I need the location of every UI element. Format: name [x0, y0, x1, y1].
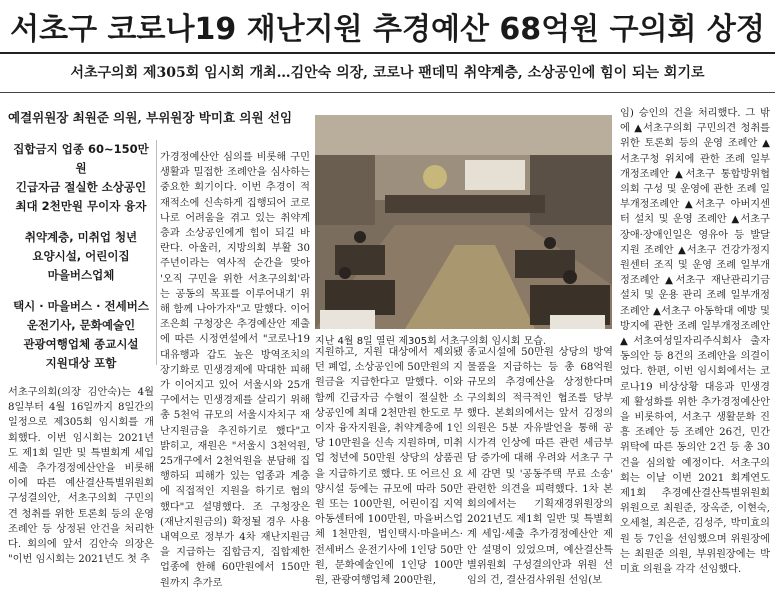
highlight-line: 집합금지 업종 60~150만원 [13, 142, 149, 175]
highlight-line: 취약계층, 미취업 청년 [24, 230, 138, 244]
article-column-5 [620, 106, 770, 576]
highlight-group-1 [8, 140, 154, 216]
article-column-4 [467, 345, 613, 587]
article-text: 지원하고, 지원 대상에서 제외됐던 폐업, 소상공인에 50만원의 지원금을 지급한다고 말했다. 이와 함께 긴급자금 수혈이 절실한 소상공인에 최대 2천만원 한도로 무이자 융자지원을, 취약계층에 1인당 10만원을 신속 지원하며, 미취업 청년에 50만원 상당의 상품권을 지급하기로 했다. 또 어르신 요양시설 등에는 규모에 따라 50만원 또는 100만원, 어린이집 지역아동센터에 100만원, 마을버스업체 1천만원, 법인택시·마을버스·전세버스 운전기사에 1인당 50만원, 문화예술인에 1인당 100만원, 관광여행업체 200만원, [315, 347, 463, 587]
headline-rule [0, 52, 775, 54]
article-text: 종교시설에 50만원 상당의 방역물품을 지급하는 등 총 68억원 규모의 추경예산을 상정한다며 구의회의 적극적인 협조를 당부했다. 본회의에서는 앞서 김정의 의원은 5분 자유발언을 통해 공시가격 인상에 따른 관련 세금부담 증가에 대해 우려와 서초구 구세 감면 및 '공동주택 무료 소송' 관련한 의견을 피력했다. 1차 본회의에서는 기획재경위원장의 2021년도 제1회 일반 및 특별회계 세입·세출 추가경정예산안 제안 설명이 있었으며, 예산결산특별위원회 구성결의안과 위원 선임의 건, 결산검사위원 선임(보 [467, 347, 613, 587]
headline: 서초구 코로나19 재난지원 추경예산 68억원 구의회 상정 [10, 12, 765, 47]
article-column-3 [315, 345, 463, 587]
highlight-line: 마을버스업체 [47, 268, 115, 282]
subheadline: 서초구의회 제305회 임시회 개최…김안숙 의장, 코로나 팬데믹 취약계층, 소상공인에 힘이 되는 회기로 [70, 65, 705, 81]
photo-caption: 지난 4월 8일 열린 제305회 서초구의회 임시회 모습. [315, 336, 547, 347]
kicker: 예결위원장 최원준 의원, 부위원장 박미효 의원 선임 [8, 110, 293, 125]
highlight-line: 요양시설, 어린이집 [32, 249, 130, 263]
highlight-line: 지원대상 포함 [45, 356, 117, 370]
highlight-line: 택시 · 마을버스 · 전세버스 [13, 299, 149, 313]
column-divider [156, 140, 157, 365]
article-column-2 [160, 150, 310, 589]
article-column-1 [8, 385, 154, 573]
article-text: 임) 승인의 건을 처리했다. 그 밖에 ▲서초구의회 구민의견 청취를 위한 토론회 등의 운영 조례안 ▲서초구청 위치에 관한 조례 일부개정조례안 ▲서초구 통합방위협의회 구성 및 운영에 관한 조례 일부개정조례안 ▲서초구 아버지센터 설치 및 운영 조례안 ▲서초구 장애·장애인일은 영유아 등 발달지원 조례안 ▲서초구 건강가정지원센터 조직 및 운영 조례 일부개정조례안 ▲서초구 재난관리기금 설치 및 운용 관리 조례 일부개정조례안 ▲서초구 아동학대 예방 및 방지에 관한 조례 일부개정조례안 ▲서초여성일자리주식회사 출자 동의안 등 8건의 조례안을 의결이었다. 한편, 이번 임시회에서는 코로나19 비상상황 대응과 민생경제 활성화를 위한 추가경정예산안을 비롯하여, 서초구 생활문화 진흥 조례안 등 조례안 26건, 민간위탁에 따른 동의안 2건 등 총 30건을 심의할 예정이다. 서초구의회는 이날 이번 2021 회계연도 제1회 추경예산결산특별위원회 위원으로 최원준, 장옥준, 이현숙, 오세철, 최은준, 김성주, 박미효의원 등 7인을 선임했으며 위원장에는 최원준 의원, 부위원장에는 박미효 의원을 각각 선임했다. [620, 108, 770, 576]
council-chamber-image [315, 115, 612, 329]
article-text: 서초구의회(의장 김안숙)는 4월 8일부터 4월 16일까지 8일간의 일정으로 제305회 임시회를 개회했다. 이번 임시회는 2021년도 제1회 일반 및 특별회계 세입세출 추가경정예산안을 비롯해 이에 따른 예산결산특별위원회 구성결의안, 서초구의회 구민의견 청취를 위한 토론회 등의 운영조례안 등 상정된 안건을 처리한다. 회의에 앞서 김안숙 의장은 "이번 임시회는 2021년도 첫 추 [8, 387, 154, 566]
highlight-line: 긴급자금 절실한 소상공인 [15, 180, 147, 194]
highlight-line: 운전기사, 문화예술인 [26, 318, 136, 332]
highlight-line: 관광여행업체 종교시설 [23, 337, 139, 351]
highlight-line: 최대 2천만원 무이자 융자 [15, 199, 147, 213]
article-text: 가경정예산안 심의를 비롯해 구민 생활과 밀접한 조례안을 심사하는 중요한 회기이다. 이번 추경이 적재적소에 신속하게 집행되어 코로나로 어려움을 겪고 있는 취약계층과 소상공인에게 힘이 되길 바란다. 아울러, 지방의회 부활 30주년이라는 역사적 순간을 맞아 '오직 구민을 위한 서초구의회'라는 공동의 목표를 이루어내기 위해 함께 나아가자"고 말했다. 이어 조은희 구청장은 추경예산안 제출에 따른 시정연설에서 "코로나19 대유행과 갑도 높은 방역조치의 장기화로 민생경제에 막대한 피해가 이어지고 있어 서울시와 25개 구에서는 민생경제를 살리기 위해 총 5천억 규모의 서울시자치구 재난지원금을 추진하기로 했다"고 밝히고, 재원은 "서울시 3천억원, 25개구에서 2천억원을 분담해 집행하되 피해가 있는 업종과 계층에 직접적인 지원을 하기로 협의했다"고 설명했다. 조 구청장은 (재난지원금의) 확정될 경우 사용 내역으로 정부가 4차 재난지원금을 지급하는 집합금지, 집합제한 업종에 한해 60만원에서 150만원까지 추가로 [160, 152, 310, 589]
highlight-group-2 [8, 228, 154, 285]
highlight-group-3 [8, 297, 154, 373]
council-session-photo [315, 115, 612, 329]
highlight-box [8, 140, 154, 385]
subheadline-rule [0, 92, 775, 93]
